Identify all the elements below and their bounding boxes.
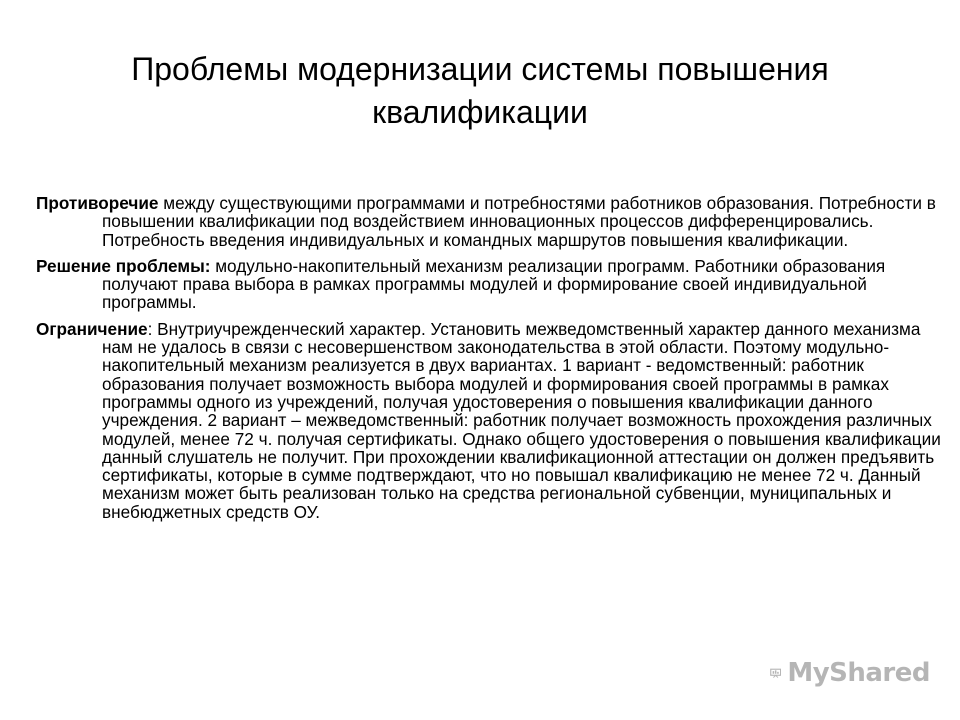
paragraph-term: Решение проблемы:: [36, 255, 211, 276]
paragraph-term: Ограничение: [36, 318, 148, 339]
slide-body: [36, 194, 956, 529]
paragraph-contradiction: [36, 194, 956, 249]
paragraph-text: между существующими программами и потребностями работников образования. Потребности в повышении квалификации под воздействием инновационных процессов дифференцировались. Потребность введения индивидуальных и командных маршрутов повышения квалификации.: [102, 193, 936, 250]
watermark-text: MyShared: [787, 658, 930, 688]
slide-title: Проблемы модернизации системы повышения квалификации: [131, 51, 829, 130]
watermark: [770, 658, 930, 688]
paragraph-text: модульно-накопительный механизм реализации программ. Работники образования получают права выбора в рамках программы модулей и формирование своей индивидуальной программы.: [102, 255, 886, 313]
presentation-board-icon: [770, 660, 781, 686]
paragraph-text: : Внутриучрежденческий характер. Установить межведомственный характер данного механизма нам не удалось в связи с несовершенством законодательства в этой области. Поэтому модульно-накопительный механизм реализуется в двух вариантах. 1 вариант - ведомственный: работник образования получает возможность выбора модулей и формирования своей программы в рамках программы одного из учреждений, получая удостоверения о повышения квалификации данного учреждения. 2 вариант – межведомственный: работник получает возможность прохождения различных модулей, менее 72 ч. получая сертификаты. Однако общего удостоверения о повышения квалификации данный слушатель не получит. При прохождении квалификационной аттестации он должен предъявить сертификаты, которые в сумме подтверждают, что но повышал квалификацию не менее 72 ч. Данный механизм может быть реализован только на средства региональной субвенции, муниципальных и внебюджетных средств ОУ.: [102, 318, 941, 522]
paragraph-term: Противоречие: [36, 193, 159, 213]
paragraph-solution: [36, 257, 956, 312]
paragraph-limitation: [36, 320, 956, 521]
